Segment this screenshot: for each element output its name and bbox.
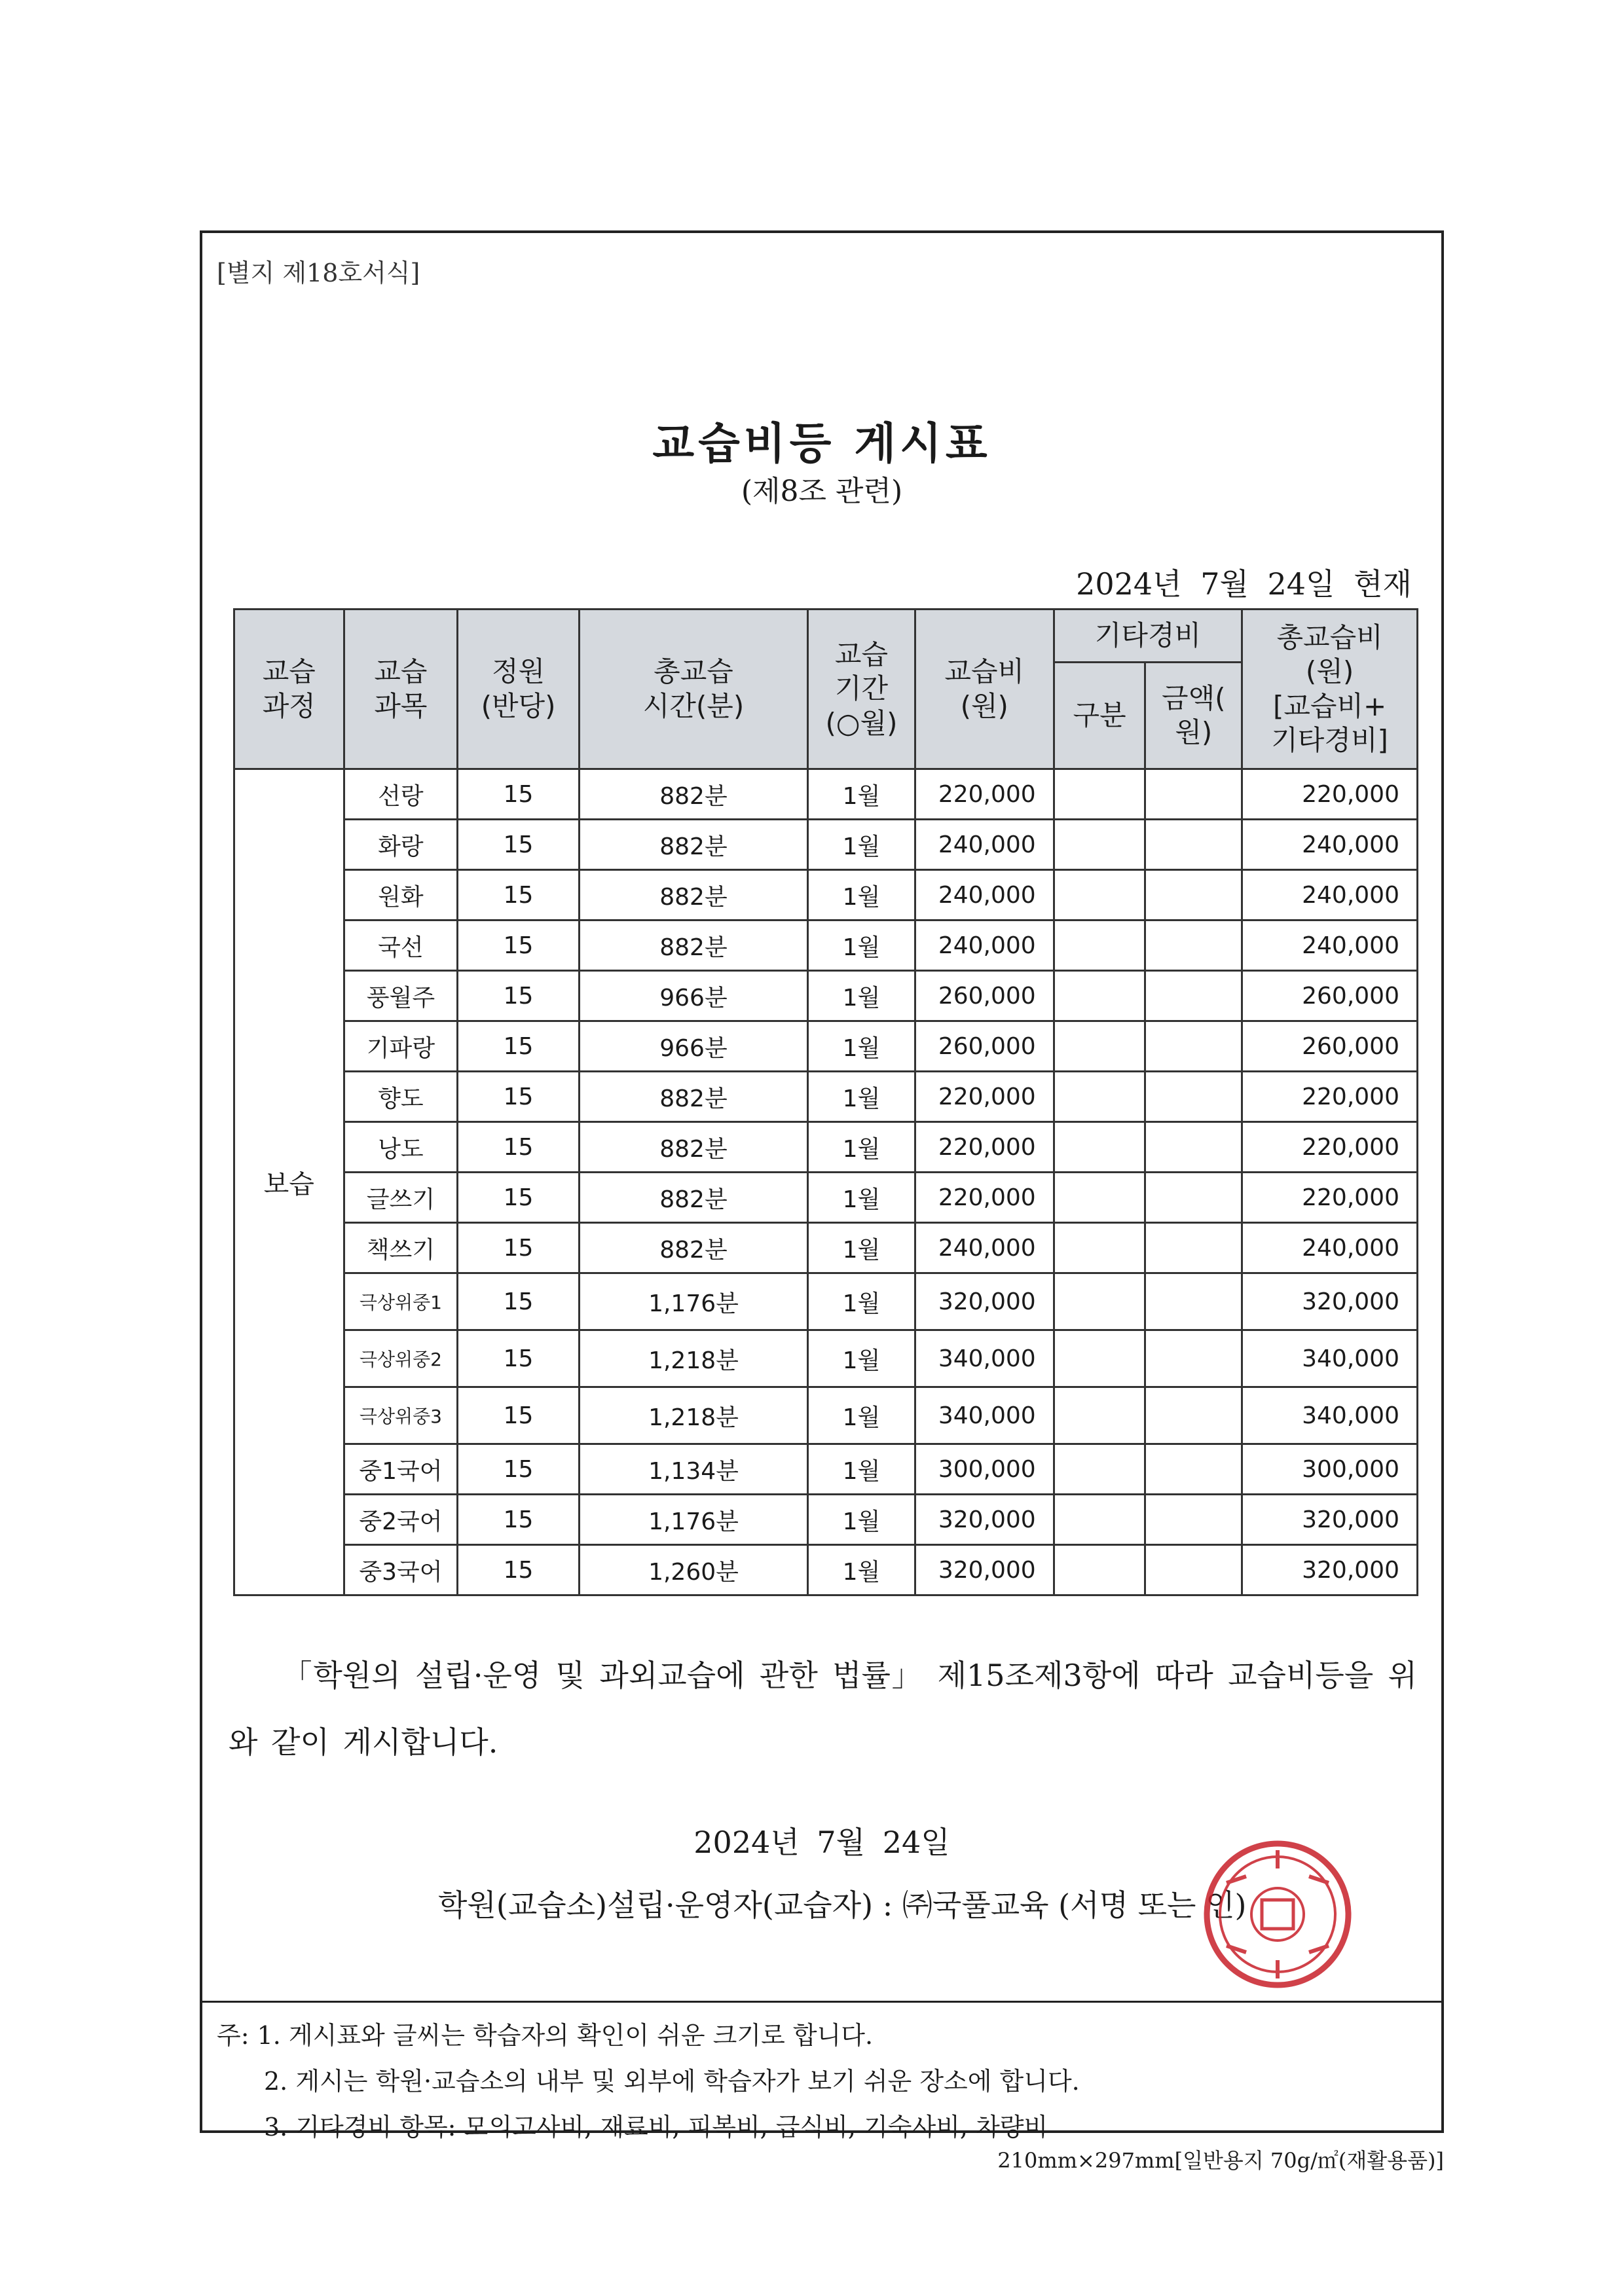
time-cell: 882분 xyxy=(579,1223,807,1273)
other-amount-cell xyxy=(1145,1223,1242,1273)
total-cell: 260,000 xyxy=(1242,1021,1418,1072)
header-total-time-text: 총교습 시간(분) xyxy=(642,655,745,722)
form-frame xyxy=(200,230,1444,2141)
capacity-cell: 15 xyxy=(458,920,580,971)
subject-cell: 극상위중2 xyxy=(344,1330,458,1387)
tuition-cell: 260,000 xyxy=(915,971,1054,1021)
other-amount-cell xyxy=(1145,820,1242,870)
total-cell: 220,000 xyxy=(1242,1072,1418,1122)
subject-cell: 선랑 xyxy=(344,769,458,820)
capacity-cell: 15 xyxy=(458,820,580,870)
notice-body: 「학원의 설립·운영 및 과외교습에 관한 법률」 제15조제3항에 따라 교습비등을 위와 같이 게시합니다. xyxy=(229,1658,1417,1760)
other-amount-cell xyxy=(1145,1122,1242,1173)
other-type-cell xyxy=(1054,1545,1145,1595)
tuition-cell: 240,000 xyxy=(915,1223,1054,1273)
table-row xyxy=(234,920,1418,971)
other-amount-cell xyxy=(1145,1173,1242,1223)
other-type-cell xyxy=(1054,1330,1145,1387)
subject-cell: 원화 xyxy=(344,870,458,920)
capacity-cell: 15 xyxy=(458,1021,580,1072)
other-type-cell xyxy=(1054,1444,1145,1495)
company-seal xyxy=(1200,1837,1355,1992)
note-1: 주: 1. 게시표와 글씨는 학습자의 확인이 쉬운 크기로 합니다. xyxy=(217,2021,874,2050)
time-cell: 966분 xyxy=(579,1021,807,1072)
table-row xyxy=(234,769,1418,820)
note-2: 2. 게시는 학원·교습소의 내부 및 외부에 학습자가 보기 쉬운 장소에 합니다. xyxy=(264,2067,1080,2096)
time-cell: 882분 xyxy=(579,920,807,971)
header-period xyxy=(808,610,915,769)
capacity-cell: 15 xyxy=(458,1273,580,1330)
table-row xyxy=(234,820,1418,870)
table-row xyxy=(234,1330,1418,1387)
other-type-cell xyxy=(1054,1021,1145,1072)
total-cell: 300,000 xyxy=(1242,1444,1418,1495)
subject-cell: 중1국어 xyxy=(344,1444,458,1495)
header-other-type: 구분 xyxy=(1054,663,1145,769)
capacity-cell: 15 xyxy=(458,971,580,1021)
subject-cell: 글쓰기 xyxy=(344,1173,458,1223)
table-row xyxy=(234,1495,1418,1545)
capacity-cell: 15 xyxy=(458,1387,580,1444)
table-row xyxy=(234,1223,1418,1273)
capacity-cell: 15 xyxy=(458,1444,580,1495)
period-cell: 1월 xyxy=(808,769,915,820)
period-cell: 1월 xyxy=(808,1330,915,1387)
subject-cell: 풍월주 xyxy=(344,971,458,1021)
tuition-cell: 220,000 xyxy=(915,1122,1054,1173)
table-row xyxy=(234,1122,1418,1173)
period-cell: 1월 xyxy=(808,971,915,1021)
period-cell: 1월 xyxy=(808,1387,915,1444)
time-cell: 1,218분 xyxy=(579,1387,807,1444)
document-title: 교습비등 게시표 xyxy=(652,418,991,469)
other-amount-cell xyxy=(1145,1072,1242,1122)
other-type-cell xyxy=(1054,1072,1145,1122)
other-type-cell xyxy=(1054,1173,1145,1223)
period-cell: 1월 xyxy=(808,1173,915,1223)
other-type-cell xyxy=(1054,920,1145,971)
table-row xyxy=(234,870,1418,920)
capacity-cell: 15 xyxy=(458,1330,580,1387)
other-type-cell xyxy=(1054,1495,1145,1545)
time-cell: 882분 xyxy=(579,1173,807,1223)
time-cell: 1,218분 xyxy=(579,1330,807,1387)
time-cell: 882분 xyxy=(579,769,807,820)
fee-table-body xyxy=(234,769,1418,1595)
period-cell: 1월 xyxy=(808,1444,915,1495)
header-capacity-text: 정원 (반당) xyxy=(481,655,556,722)
time-cell: 966분 xyxy=(579,971,807,1021)
header-subject xyxy=(344,610,458,769)
time-cell: 1,134분 xyxy=(579,1444,807,1495)
header-subject-text: 교습 과목 xyxy=(374,655,428,722)
tuition-cell: 240,000 xyxy=(915,820,1054,870)
subject-cell: 책쓰기 xyxy=(344,1223,458,1273)
time-cell: 1,260분 xyxy=(579,1545,807,1595)
other-amount-cell xyxy=(1145,1545,1242,1595)
capacity-cell: 15 xyxy=(458,1495,580,1545)
other-amount-cell xyxy=(1145,1021,1242,1072)
table-row xyxy=(234,971,1418,1021)
other-amount-cell xyxy=(1145,1495,1242,1545)
operator-signature-line: 학원(교습소)설립·운영자(교습자) : ㈜국풀교육 (서명 또는 인) xyxy=(438,1887,1247,1923)
tuition-cell: 320,000 xyxy=(915,1545,1054,1595)
other-type-cell xyxy=(1054,1387,1145,1444)
total-cell: 240,000 xyxy=(1242,870,1418,920)
other-type-cell xyxy=(1054,971,1145,1021)
tuition-cell: 220,000 xyxy=(915,769,1054,820)
table-row xyxy=(234,1072,1418,1122)
tuition-cell: 340,000 xyxy=(915,1330,1054,1387)
other-amount-cell xyxy=(1145,971,1242,1021)
total-cell: 320,000 xyxy=(1242,1273,1418,1330)
subject-cell: 극상위중1 xyxy=(344,1273,458,1330)
total-cell: 240,000 xyxy=(1242,820,1418,870)
header-tuition-text: 교습비 (원) xyxy=(944,655,1025,722)
capacity-cell: 15 xyxy=(458,1223,580,1273)
note-3: 3. 기타경비 항목: 모의고사비, 재료비, 피복비, 급식비, 기숙사비, 차량비 xyxy=(264,2113,1048,2141)
other-amount-cell xyxy=(1145,1273,1242,1330)
subject-cell: 극상위중3 xyxy=(344,1387,458,1444)
subject-cell: 중2국어 xyxy=(344,1495,458,1545)
notes-divider xyxy=(202,2001,1441,2003)
period-cell: 1월 xyxy=(808,820,915,870)
header-total-fee-text: 총교습비 (원) [교습비+ 기타경비] xyxy=(1271,621,1388,756)
tuition-cell: 260,000 xyxy=(915,1021,1054,1072)
header-period-text: 교습 기간 (○월) xyxy=(825,638,898,739)
header-total-fee xyxy=(1242,610,1418,769)
other-amount-cell xyxy=(1145,1387,1242,1444)
header-other-amount-text: 금액( 원) xyxy=(1162,682,1226,748)
other-amount-cell xyxy=(1145,769,1242,820)
other-type-cell xyxy=(1054,1223,1145,1273)
course-cell: 보습 xyxy=(234,769,344,1595)
time-cell: 882분 xyxy=(579,870,807,920)
tuition-cell: 340,000 xyxy=(915,1387,1054,1444)
notes-section xyxy=(217,2013,1080,2150)
time-cell: 1,176분 xyxy=(579,1495,807,1545)
other-type-cell xyxy=(1054,1273,1145,1330)
notice-text xyxy=(229,1642,1417,1776)
total-cell: 240,000 xyxy=(1242,920,1418,971)
subject-cell: 향도 xyxy=(344,1072,458,1122)
capacity-cell: 15 xyxy=(458,1173,580,1223)
period-cell: 1월 xyxy=(808,1495,915,1545)
period-cell: 1월 xyxy=(808,1122,915,1173)
table-row xyxy=(234,1444,1418,1495)
table-row xyxy=(234,1545,1418,1595)
signature-date: 2024년 7월 24일 xyxy=(693,1825,950,1860)
total-cell: 240,000 xyxy=(1242,1223,1418,1273)
other-type-cell xyxy=(1054,1122,1145,1173)
tuition-cell: 240,000 xyxy=(915,870,1054,920)
tuition-cell: 320,000 xyxy=(915,1495,1054,1545)
period-cell: 1월 xyxy=(808,1223,915,1273)
total-cell: 340,000 xyxy=(1242,1387,1418,1444)
period-cell: 1월 xyxy=(808,1273,915,1330)
document-subtitle: (제8조 관련) xyxy=(741,475,903,508)
period-cell: 1월 xyxy=(808,920,915,971)
tuition-cell: 240,000 xyxy=(915,920,1054,971)
total-cell: 320,000 xyxy=(1242,1495,1418,1545)
time-cell: 882분 xyxy=(579,820,807,870)
table-row xyxy=(234,1387,1418,1444)
tuition-cell: 220,000 xyxy=(915,1072,1054,1122)
other-amount-cell xyxy=(1145,920,1242,971)
header-other-amount xyxy=(1145,663,1242,769)
tuition-cell: 320,000 xyxy=(915,1273,1054,1330)
total-cell: 320,000 xyxy=(1242,1545,1418,1595)
other-amount-cell xyxy=(1145,870,1242,920)
tuition-cell: 220,000 xyxy=(915,1173,1054,1223)
other-type-cell xyxy=(1054,769,1145,820)
subject-cell: 중3국어 xyxy=(344,1545,458,1595)
subject-cell: 기파랑 xyxy=(344,1021,458,1072)
table-row xyxy=(234,1273,1418,1330)
period-cell: 1월 xyxy=(808,1545,915,1595)
header-total-time xyxy=(579,610,807,769)
paper-spec: 210mm×297mm[일반용지 70g/㎡(재활용품)] xyxy=(997,2148,1444,2173)
capacity-cell: 15 xyxy=(458,1545,580,1595)
tuition-cell: 300,000 xyxy=(915,1444,1054,1495)
other-amount-cell xyxy=(1145,1444,1242,1495)
as-of-date: 2024년 7월 24일 현재 xyxy=(1076,566,1412,602)
period-cell: 1월 xyxy=(808,870,915,920)
table-row xyxy=(234,1173,1418,1223)
subject-cell: 국선 xyxy=(344,920,458,971)
capacity-cell: 15 xyxy=(458,1122,580,1173)
header-course-text: 교습 과정 xyxy=(262,655,316,722)
time-cell: 882분 xyxy=(579,1122,807,1173)
total-cell: 220,000 xyxy=(1242,1122,1418,1173)
header-other-expenses: 기타경비 xyxy=(1054,610,1242,663)
total-cell: 220,000 xyxy=(1242,769,1418,820)
form-number-label: [별지 제18호서식] xyxy=(217,259,420,287)
period-cell: 1월 xyxy=(808,1021,915,1072)
capacity-cell: 15 xyxy=(458,1072,580,1122)
subject-cell: 화랑 xyxy=(344,820,458,870)
time-cell: 1,176분 xyxy=(579,1273,807,1330)
total-cell: 220,000 xyxy=(1242,1173,1418,1223)
header-capacity xyxy=(458,610,580,769)
header-course xyxy=(234,610,344,769)
total-cell: 260,000 xyxy=(1242,971,1418,1021)
capacity-cell: 15 xyxy=(458,769,580,820)
fee-table xyxy=(233,608,1418,1596)
other-type-cell xyxy=(1054,870,1145,920)
total-cell: 340,000 xyxy=(1242,1330,1418,1387)
time-cell: 882분 xyxy=(579,1072,807,1122)
other-amount-cell xyxy=(1145,1330,1242,1387)
other-type-cell xyxy=(1054,820,1145,870)
subject-cell: 낭도 xyxy=(344,1122,458,1173)
header-tuition xyxy=(915,610,1054,769)
table-row xyxy=(234,1021,1418,1072)
capacity-cell: 15 xyxy=(458,870,580,920)
period-cell: 1월 xyxy=(808,1072,915,1122)
